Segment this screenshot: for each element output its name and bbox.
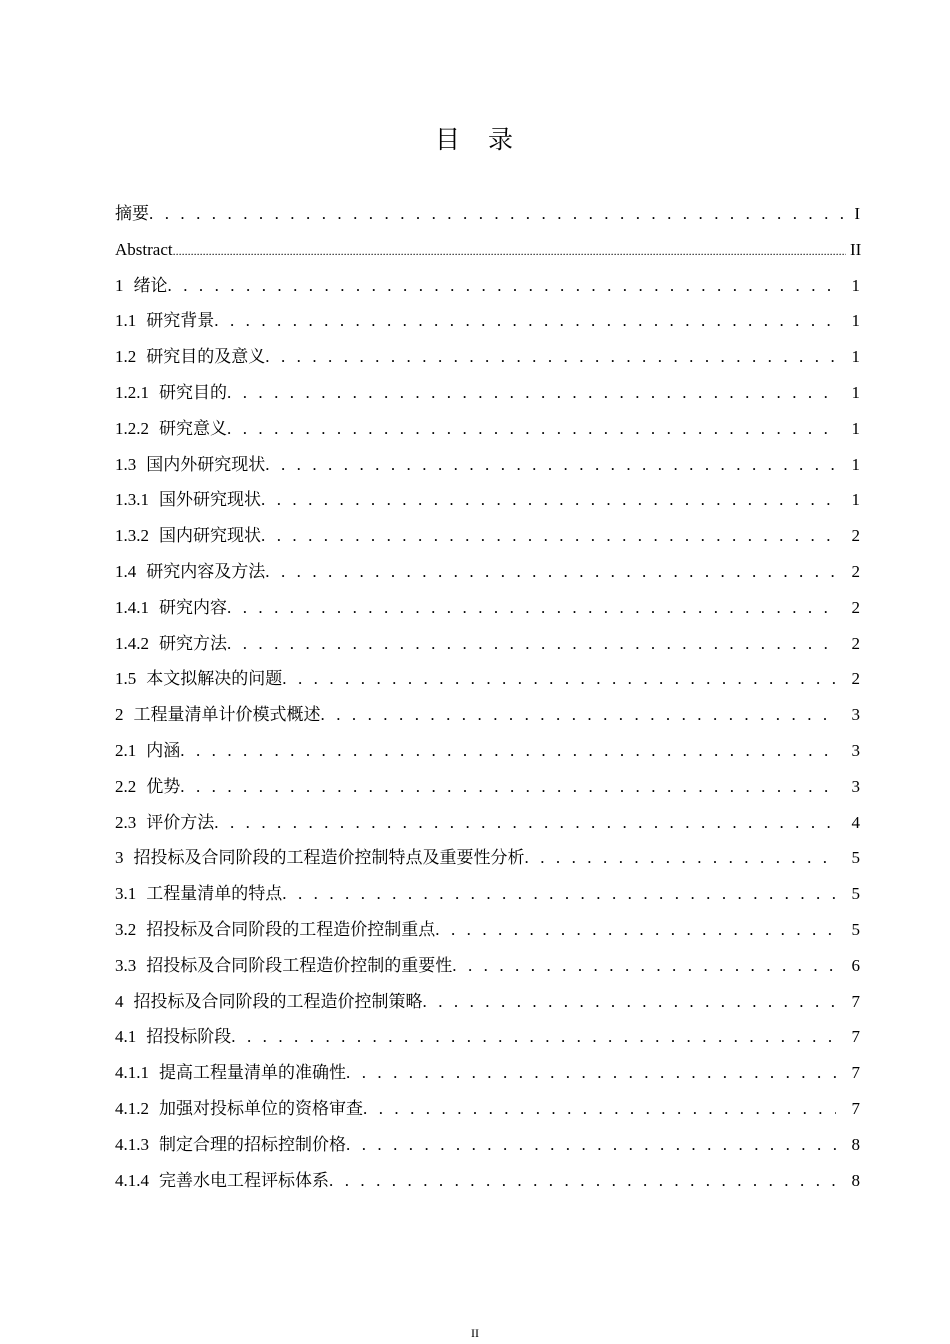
toc-dot-leader <box>265 447 836 483</box>
toc-entry[interactable] <box>115 375 860 411</box>
toc-entry[interactable] <box>115 1127 860 1163</box>
toc-entry-number: 3.2 <box>115 919 137 939</box>
toc-entry[interactable] <box>115 590 860 626</box>
toc-entry-label: 招投标及合同阶段的工程造价控制重点 <box>146 919 436 939</box>
toc-dot-leader <box>525 840 837 876</box>
toc-entry-number: 1.5 <box>115 669 137 689</box>
toc-entry-page: 3 <box>851 776 860 796</box>
toc-entry-page: 1 <box>851 275 860 295</box>
toc-entry-page: 8 <box>851 1170 860 1190</box>
toc-entry[interactable] <box>115 411 860 447</box>
toc-entry[interactable] <box>115 196 860 232</box>
toc-entry[interactable] <box>115 554 860 590</box>
toc-entry-label: 内涵 <box>146 740 181 760</box>
toc-entry-page: 2 <box>851 561 860 581</box>
toc-dot-leader <box>265 339 836 375</box>
toc-entry-label: Abstract <box>115 239 173 259</box>
toc-entry-number: 1.2.1 <box>115 382 149 402</box>
toc-entry-page: 7 <box>851 1027 860 1047</box>
toc-entry-label: 本文拟解决的问题 <box>146 669 283 689</box>
toc-entry-label: 研究方法 <box>159 633 227 653</box>
toc-list <box>115 196 860 1198</box>
toc-entry[interactable] <box>115 984 860 1020</box>
toc-entry-number: 1.4.2 <box>115 633 149 653</box>
toc-entry-page: 5 <box>851 848 860 868</box>
toc-entry-label: 招投标及合同阶段的工程造价控制特点及重要性分析 <box>133 848 525 868</box>
toc-dot-leader <box>435 912 836 948</box>
toc-entry-page: II <box>850 239 862 259</box>
toc-entry[interactable] <box>115 1163 860 1199</box>
toc-entry-number: 4.1.1 <box>115 1063 149 1083</box>
toc-entry-page: 6 <box>851 955 860 975</box>
toc-entry-page: 7 <box>851 1063 860 1083</box>
toc-entry-page: 2 <box>851 597 860 617</box>
toc-entry[interactable] <box>115 733 860 769</box>
toc-dot-leader <box>261 518 836 554</box>
toc-entry-page: 7 <box>851 1098 860 1118</box>
toc-entry[interactable] <box>115 840 860 876</box>
toc-entry-number: 4.1.4 <box>115 1170 149 1190</box>
toc-entry[interactable] <box>115 697 860 733</box>
toc-entry-number: 3.3 <box>115 955 137 975</box>
toc-entry-page: 8 <box>851 1134 860 1154</box>
toc-entry[interactable] <box>115 948 860 984</box>
toc-entry[interactable] <box>115 912 860 948</box>
toc-entry[interactable] <box>115 303 860 339</box>
toc-dot-leader <box>261 482 836 518</box>
toc-entry-number: 2.1 <box>115 740 137 760</box>
toc-entry[interactable] <box>115 876 860 912</box>
toc-entry-label: 工程量清单计价模式概述 <box>133 705 321 725</box>
toc-entry-number: 1.2 <box>115 347 137 367</box>
toc-entry-label: 国外研究现状 <box>159 490 261 510</box>
toc-entry[interactable] <box>115 805 860 841</box>
toc-entry-page: 3 <box>851 740 860 760</box>
toc-entry[interactable] <box>115 447 860 483</box>
toc-entry-page: 1 <box>851 347 860 367</box>
toc-entry-page: 1 <box>851 311 860 331</box>
toc-entry-label: 评价方法 <box>146 812 215 832</box>
toc-entry-number: 1.3.2 <box>115 526 149 546</box>
toc-entry[interactable] <box>115 268 860 304</box>
toc-entry-page: 7 <box>851 991 860 1011</box>
toc-entry-label: 研究目的及意义 <box>146 347 266 367</box>
toc-entry-label: 工程量清单的特点 <box>146 884 283 904</box>
toc-entry-number: 1.1 <box>115 311 137 331</box>
toc-entry-number: 4.1.3 <box>115 1134 149 1154</box>
toc-entry[interactable] <box>115 626 860 662</box>
toc-entry-number: 4.1 <box>115 1027 137 1047</box>
toc-dot-leader <box>214 805 836 841</box>
toc-dot-leader <box>329 1163 836 1199</box>
page-number: II <box>471 1326 479 1340</box>
toc-dot-leader <box>265 554 836 590</box>
toc-entry[interactable] <box>115 769 860 805</box>
toc-dot-leader <box>282 876 836 912</box>
toc-dot-leader <box>227 411 836 447</box>
toc-entry-label: 研究背景 <box>146 311 215 331</box>
toc-entry-page: 2 <box>851 633 860 653</box>
toc-entry-number: 1 <box>115 275 124 295</box>
toc-dot-leader <box>227 626 836 662</box>
toc-entry-label: 国内研究现状 <box>159 526 261 546</box>
toc-entry-label: 国内外研究现状 <box>146 454 266 474</box>
toc-entry-number: 1.4.1 <box>115 597 149 617</box>
toc-entry-label: 招投标及合同阶段工程造价控制的重要性 <box>146 955 453 975</box>
toc-title-part2: 录 <box>488 125 516 154</box>
toc-entry-label: 招投标及合同阶段的工程造价控制策略 <box>133 991 423 1011</box>
toc-entry-number: 3 <box>115 848 124 868</box>
toc-entry-page: 1 <box>851 418 860 438</box>
toc-entry[interactable] <box>115 1055 860 1091</box>
toc-entry-number: 2 <box>115 705 124 725</box>
toc-entry-label: 加强对投标单位的资格审查 <box>159 1098 363 1118</box>
toc-dot-leader <box>346 1127 836 1163</box>
toc-entry-label: 研究目的 <box>159 382 227 402</box>
toc-entry-label: 优势 <box>146 776 181 796</box>
toc-entry-number: 2.2 <box>115 776 137 796</box>
toc-entry-page: 5 <box>851 919 860 939</box>
toc-dot-leader <box>346 1055 836 1091</box>
toc-entry[interactable] <box>115 518 860 554</box>
toc-entry-number: 4 <box>115 991 124 1011</box>
toc-entry-label: 完善水电工程评标体系 <box>159 1170 329 1190</box>
toc-entry-label: 绪论 <box>133 275 168 295</box>
toc-entry[interactable] <box>115 1091 860 1127</box>
toc-entry-page: 4 <box>851 812 860 832</box>
toc-dot-leader <box>227 375 836 411</box>
toc-dot-leader <box>214 303 836 339</box>
toc-dot-leader <box>231 1019 836 1055</box>
toc-entry-label: 研究内容及方法 <box>146 561 266 581</box>
toc-entry-number: 1.4 <box>115 561 137 581</box>
toc-entry-page: 2 <box>851 526 860 546</box>
toc-entry-number: 1.3 <box>115 454 137 474</box>
toc-entry-page: 1 <box>851 490 860 510</box>
toc-entry-number: 1.2.2 <box>115 418 149 438</box>
toc-dot-leader <box>423 984 837 1020</box>
toc-dot-leader <box>227 590 836 626</box>
toc-entry-number: 4.1.2 <box>115 1098 149 1118</box>
toc-entry-label: 提高工程量清单的准确性 <box>159 1063 346 1083</box>
toc-entry-page: I <box>854 204 860 223</box>
toc-dot-leader <box>180 769 836 805</box>
toc-dot-leader <box>180 733 836 769</box>
toc-entry-page: 2 <box>851 669 860 689</box>
toc-entry[interactable] <box>115 1019 860 1055</box>
toc-entry-page: 3 <box>851 705 860 725</box>
toc-entry-number: 1.3.1 <box>115 490 149 510</box>
toc-entry-number: 2.3 <box>115 812 137 832</box>
toc-title-part1: 目 <box>434 125 462 154</box>
toc-entry-page: 1 <box>851 454 860 474</box>
toc-dot-leader <box>173 232 846 270</box>
toc-title <box>0 120 950 156</box>
toc-entry-label: 研究内容 <box>159 597 227 617</box>
toc-entry[interactable] <box>115 339 860 375</box>
toc-entry[interactable] <box>115 232 860 268</box>
toc-entry-page: 5 <box>851 884 860 904</box>
toc-dot-leader <box>321 697 837 733</box>
toc-entry[interactable] <box>115 661 860 697</box>
toc-dot-leader <box>282 661 836 697</box>
toc-entry-label: 制定合理的招标控制价格 <box>159 1134 346 1154</box>
toc-entry-label: 招投标阶段 <box>146 1027 232 1047</box>
toc-dot-leader <box>363 1091 836 1127</box>
toc-entry-label: 摘要 <box>115 204 149 223</box>
toc-dot-leader <box>168 268 837 304</box>
toc-entry[interactable] <box>115 482 860 518</box>
toc-dot-leader <box>452 948 836 984</box>
toc-entry-label: 研究意义 <box>159 418 227 438</box>
toc-entry-page: 1 <box>851 382 860 402</box>
toc-entry-number: 3.1 <box>115 884 137 904</box>
toc-dot-leader <box>149 196 846 232</box>
